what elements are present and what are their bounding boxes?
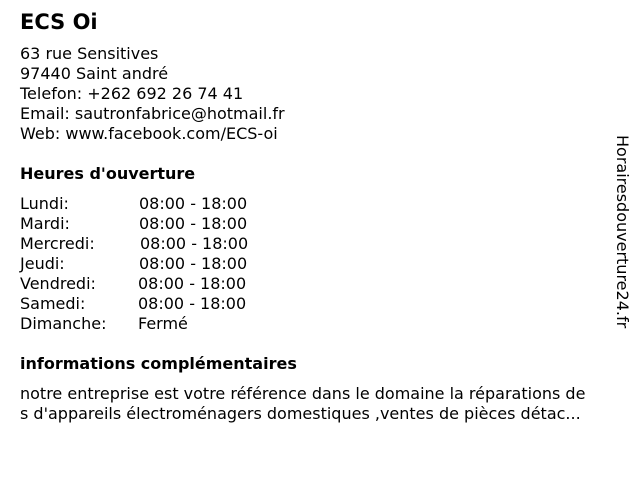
day-label: Samedi: bbox=[20, 294, 86, 313]
day-label: Vendredi: bbox=[20, 274, 96, 293]
time-value: 08:00 - 18:00 bbox=[138, 294, 247, 313]
web-line: Web: www.facebook.com/ECS-oi bbox=[20, 124, 278, 143]
info-heading: informations complémentaires bbox=[20, 354, 297, 373]
description bbox=[20, 384, 632, 424]
time-value: 08:00 - 18:00 bbox=[138, 274, 247, 293]
hours-heading: Heures d'ouverture bbox=[20, 164, 196, 183]
time-value: 08:00 - 18:00 bbox=[139, 254, 248, 273]
address-street: 63 rue Sensitives bbox=[20, 44, 159, 63]
day-label: Dimanche: bbox=[20, 314, 107, 333]
day-label: Mercredi: bbox=[20, 234, 95, 253]
time-value: 08:00 - 18:00 bbox=[139, 214, 248, 233]
description-line: notre entreprise est votre référence dans le domaine la réparations de bbox=[20, 384, 586, 403]
time-value: 08:00 - 18:00 bbox=[140, 234, 249, 253]
phone-line: Telefon: +262 692 26 74 41 bbox=[20, 84, 244, 103]
description-line: s d'appareils électroménagers domestiques ,ventes de pièces détac... bbox=[20, 404, 581, 423]
email-line: Email: sautronfabrice@hotmail.fr bbox=[20, 104, 285, 123]
contact-block bbox=[20, 44, 285, 144]
day-label: Jeudi: bbox=[20, 254, 65, 273]
site-watermark: Horairesdouverture24.fr bbox=[613, 135, 632, 329]
address-city: 97440 Saint andré bbox=[20, 64, 169, 83]
business-name: ECS Oi bbox=[20, 10, 98, 34]
time-value: 08:00 - 18:00 bbox=[139, 194, 248, 213]
day-label: Mardi: bbox=[20, 214, 70, 233]
time-value: Fermé bbox=[138, 314, 188, 333]
day-label: Lundi: bbox=[20, 194, 69, 213]
